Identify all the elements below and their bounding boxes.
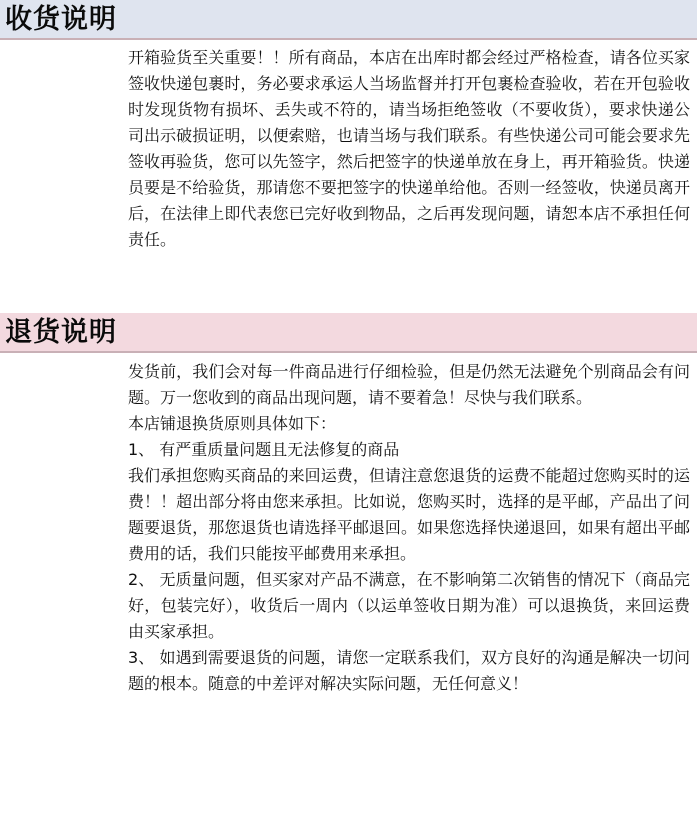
item1-text: 我们承担您购买商品的来回运费，但请注意您退货的运费不能超过您购买时的运费！！超出部分将由您来承担。比如说，您购买时，选择的是平邮，产品出了问题要退货，那您退货也请选择平邮退回。如果您选择快递退回，如果有超出平邮费用的话，我们只能按平邮费用来承担。 (128, 466, 690, 563)
receipt-title: 收货说明 (5, 4, 117, 35)
returns-section (128, 359, 690, 697)
returns-header (0, 313, 697, 353)
returns-intro: 发货前，我们会对每一件商品进行仔细检验，但是仍然无法避免个别商品会有问题。万一您收到的商品出现问题，请不要着急！尽快与我们联系。 (128, 362, 690, 407)
principles-heading: 本店铺退换货原则具体如下： (128, 414, 337, 433)
receipt-header (0, 0, 697, 40)
receipt-section (128, 45, 690, 253)
receipt-text: 开箱验货至关重要！！所有商品，本店在出库时都会经过严格检查，请各位买家签收快递包裹时，务必要求承运人当场监督并打开包裹检查验收，若在开包验收时发现货物有损坏、丢失或不符的，请当场拒绝签收（不要收货），要求快递公司出示破损证明，以便索赔，也请当场与我们联系。有些快递公司可能会要求先签收再验货，您可以先签字，然后把签字的快递单放在身上，再开箱验货。快递员要是不给验货，那请您不要把签字的快递单给他。否则一经签收，快递员离开后，在法律上即代表您已完好收到物品，之后再发现问题，请恕本店不承担任何责任。 (128, 48, 690, 249)
item3-text: 3、 如遇到需要退货的问题，请您一定联系我们，双方良好的沟通是解决一切问题的根本。随意的中差评对解决实际问题，无任何意义！ (128, 648, 690, 693)
returns-title: 退货说明 (5, 317, 117, 348)
item2-text: 2、 无质量问题，但买家对产品不满意，在不影响第二次销售的情况下（商品完好，包装完好），收货后一周内（以运单签收日期为准）可以退换货，来回运费由买家承担。 (128, 570, 690, 641)
item1-title: 1、 有严重质量问题且无法修复的商品 (128, 440, 400, 459)
